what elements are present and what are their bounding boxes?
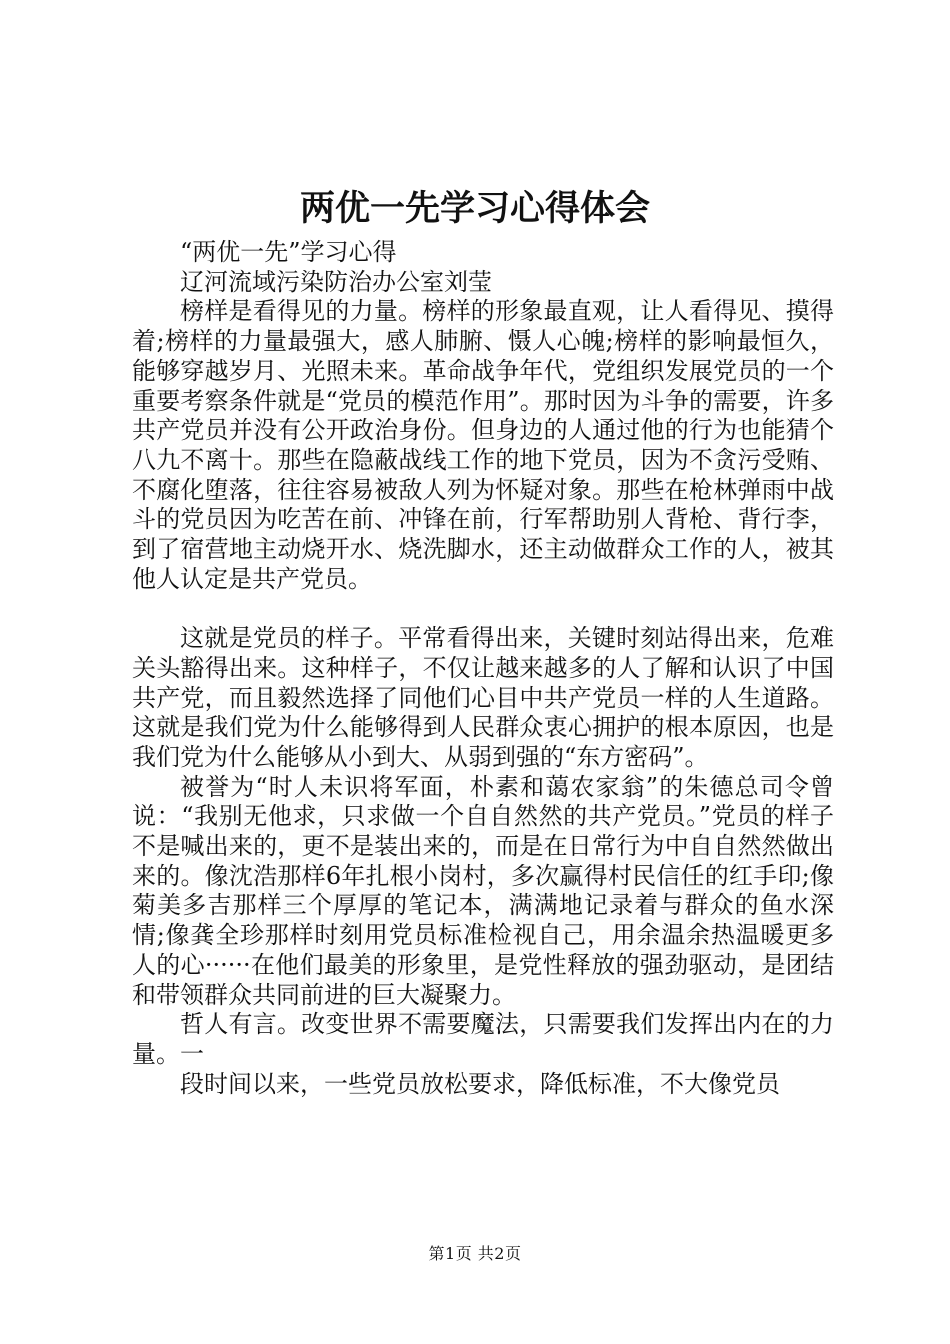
page-number-footer: 第1页 共2页: [428, 1244, 522, 1263]
paragraph-4: 哲人有言。改变世界不需要魔法，只需要我们发挥出内在的力量。一: [132, 1010, 834, 1068]
paragraph-author: 辽河流域污染防治办公室刘莹: [180, 267, 492, 296]
paragraph-2: 这就是党员的样子。平常看得出来，关键时刻站得出来，危难关头豁得出来。这种样子，不仅让越来越多的人了解和认识了中国共产党，而且毅然选择了同他们心目中共产党员一样的人生道路。这就是我们党为什么能够得到人民群众衷心拥护的根本原因，也是我们党为什么能够从小到大、从弱到强的“东方密码”。: [132, 624, 834, 771]
paragraph-5: 段时间以来，一些党员放松要求，降低标准，不大像党员: [180, 1069, 780, 1098]
document-title: 两优一先学习心得体会: [299, 188, 650, 229]
paragraph-heading: “两优一先”学习心得: [180, 238, 397, 266]
document-body: [132, 238, 834, 1099]
paragraph-1: 榜样是看得见的力量。榜样的形象最直观，让人看得见、摸得着;榜样的力量最强大，感人肺腑、慑人心魄;榜样的影响最恒久，能够穿越岁月、光照未来。革命战争年代，党组织发展党员的一个重要考察条件就是“党员的模范作用”。那时因为斗争的需要，许多共产党员并没有公开政治身份。但身边的人通过他的行为也能猜个八九不离十。那些在隐蔽战线工作的地下党员，因为不贪污受贿、不腐化堕落，往往容易被敌人列为怀疑对象。那些在枪林弹雨中战斗的党员因为吃苦在前、冲锋在前，行军帮助别人背枪、背行李，到了宿营地主动烧开水、烧洗脚水，还主动做群众工作的人，被其他人认定是共产党员。: [132, 297, 834, 593]
paragraph-3: 被誉为“时人未识将军面，朴素和蔼农家翁”的朱德总司令曾说：“我别无他求，只求做一个自自然然的共产党员。”党员的样子不是喊出来的，更不是装出来的，而是在日常行为中自自然然做出来的。像沈浩那样6年扎根小岗村，多次赢得村民信任的红手印;像菊美多吉那样三个厚厚的笔记本，满满地记录着与群众的鱼水深情;像龚全珍那样时刻用党员标准检视自己，用余温余热温暖更多人的心······在他们最美的形象里，是党性释放的强劲驱动，是团结和带领群众共同前进的巨大凝聚力。: [132, 772, 834, 1009]
